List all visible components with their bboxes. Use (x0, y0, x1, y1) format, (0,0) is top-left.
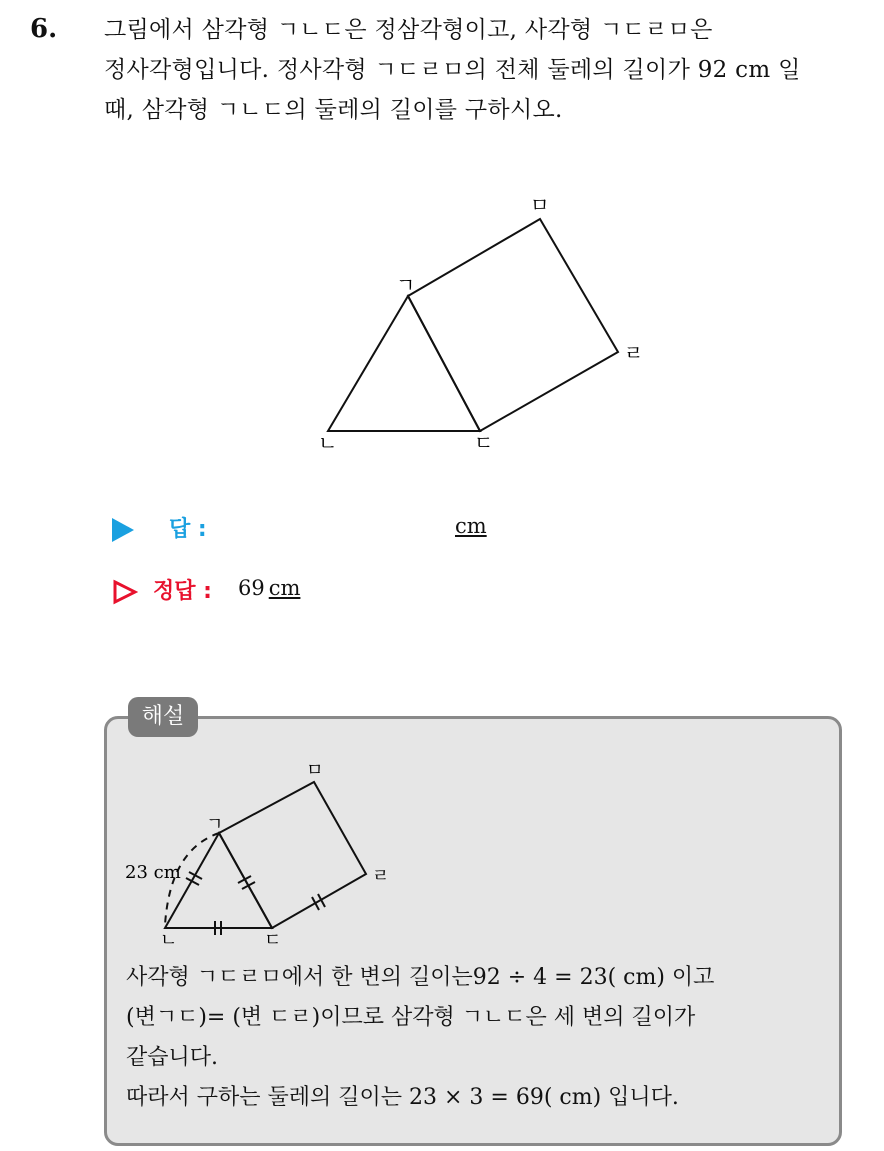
expl-label-d: ㄷ (264, 930, 282, 951)
explanation-line: 사각형 ㄱㄷㄹㅁ에서 한 변의 길이는92 ÷ 4 = 23( cm) 이고 (126, 965, 715, 990)
explanation-tag: 해설 (128, 697, 198, 737)
expl-label-r: ㄹ (372, 866, 390, 887)
expl-label-g: ㄱ (206, 814, 224, 835)
expl-side-length: 23 cm (125, 862, 181, 883)
label-r: ㄹ (624, 341, 644, 365)
question-number: 6. (30, 14, 58, 44)
label-d: ㄷ (474, 431, 494, 455)
correct-unit: cm (268, 576, 301, 600)
correct-value: 69 (238, 576, 265, 600)
answer-label: 답 : (169, 517, 207, 542)
expl-label-n: ㄴ (160, 930, 178, 951)
explanation-line: (변ㄱㄷ)= (변 ㄷㄹ)이므로 삼각형 ㄱㄴㄷ은 세 변의 길이가 (126, 1005, 696, 1030)
explanation-line: 같습니다. (126, 1045, 219, 1070)
expl-square (219, 782, 366, 928)
answer-input-unit[interactable]: cm (455, 514, 487, 538)
explanation-text (126, 958, 826, 1118)
label-g: ㄱ (396, 273, 416, 297)
question-line: 그림에서 삼각형 ㄱㄴㄷ은 정삼각형이고, 사각형 ㄱㄷㄹㅁ은 (104, 17, 713, 43)
expl-triangle (165, 833, 272, 928)
question-line: 정사각형입니다. 정사각형 ㄱㄷㄹㅁ의 전체 둘레의 길이가 92 cm 일 (104, 57, 801, 83)
correct-label: 정답 : (153, 579, 212, 604)
label-m: ㅁ (530, 193, 550, 217)
label-n: ㄴ (318, 431, 338, 455)
expl-label-m: ㅁ (306, 760, 324, 781)
question-line: 때, 삼각형 ㄱㄴㄷ의 둘레의 길이를 구하시오. (104, 97, 563, 123)
tick-gd-2 (242, 882, 255, 889)
explanation-line: 따라서 구하는 둘레의 길이는 23 × 3 = 69( cm) 입니다. (126, 1085, 679, 1110)
